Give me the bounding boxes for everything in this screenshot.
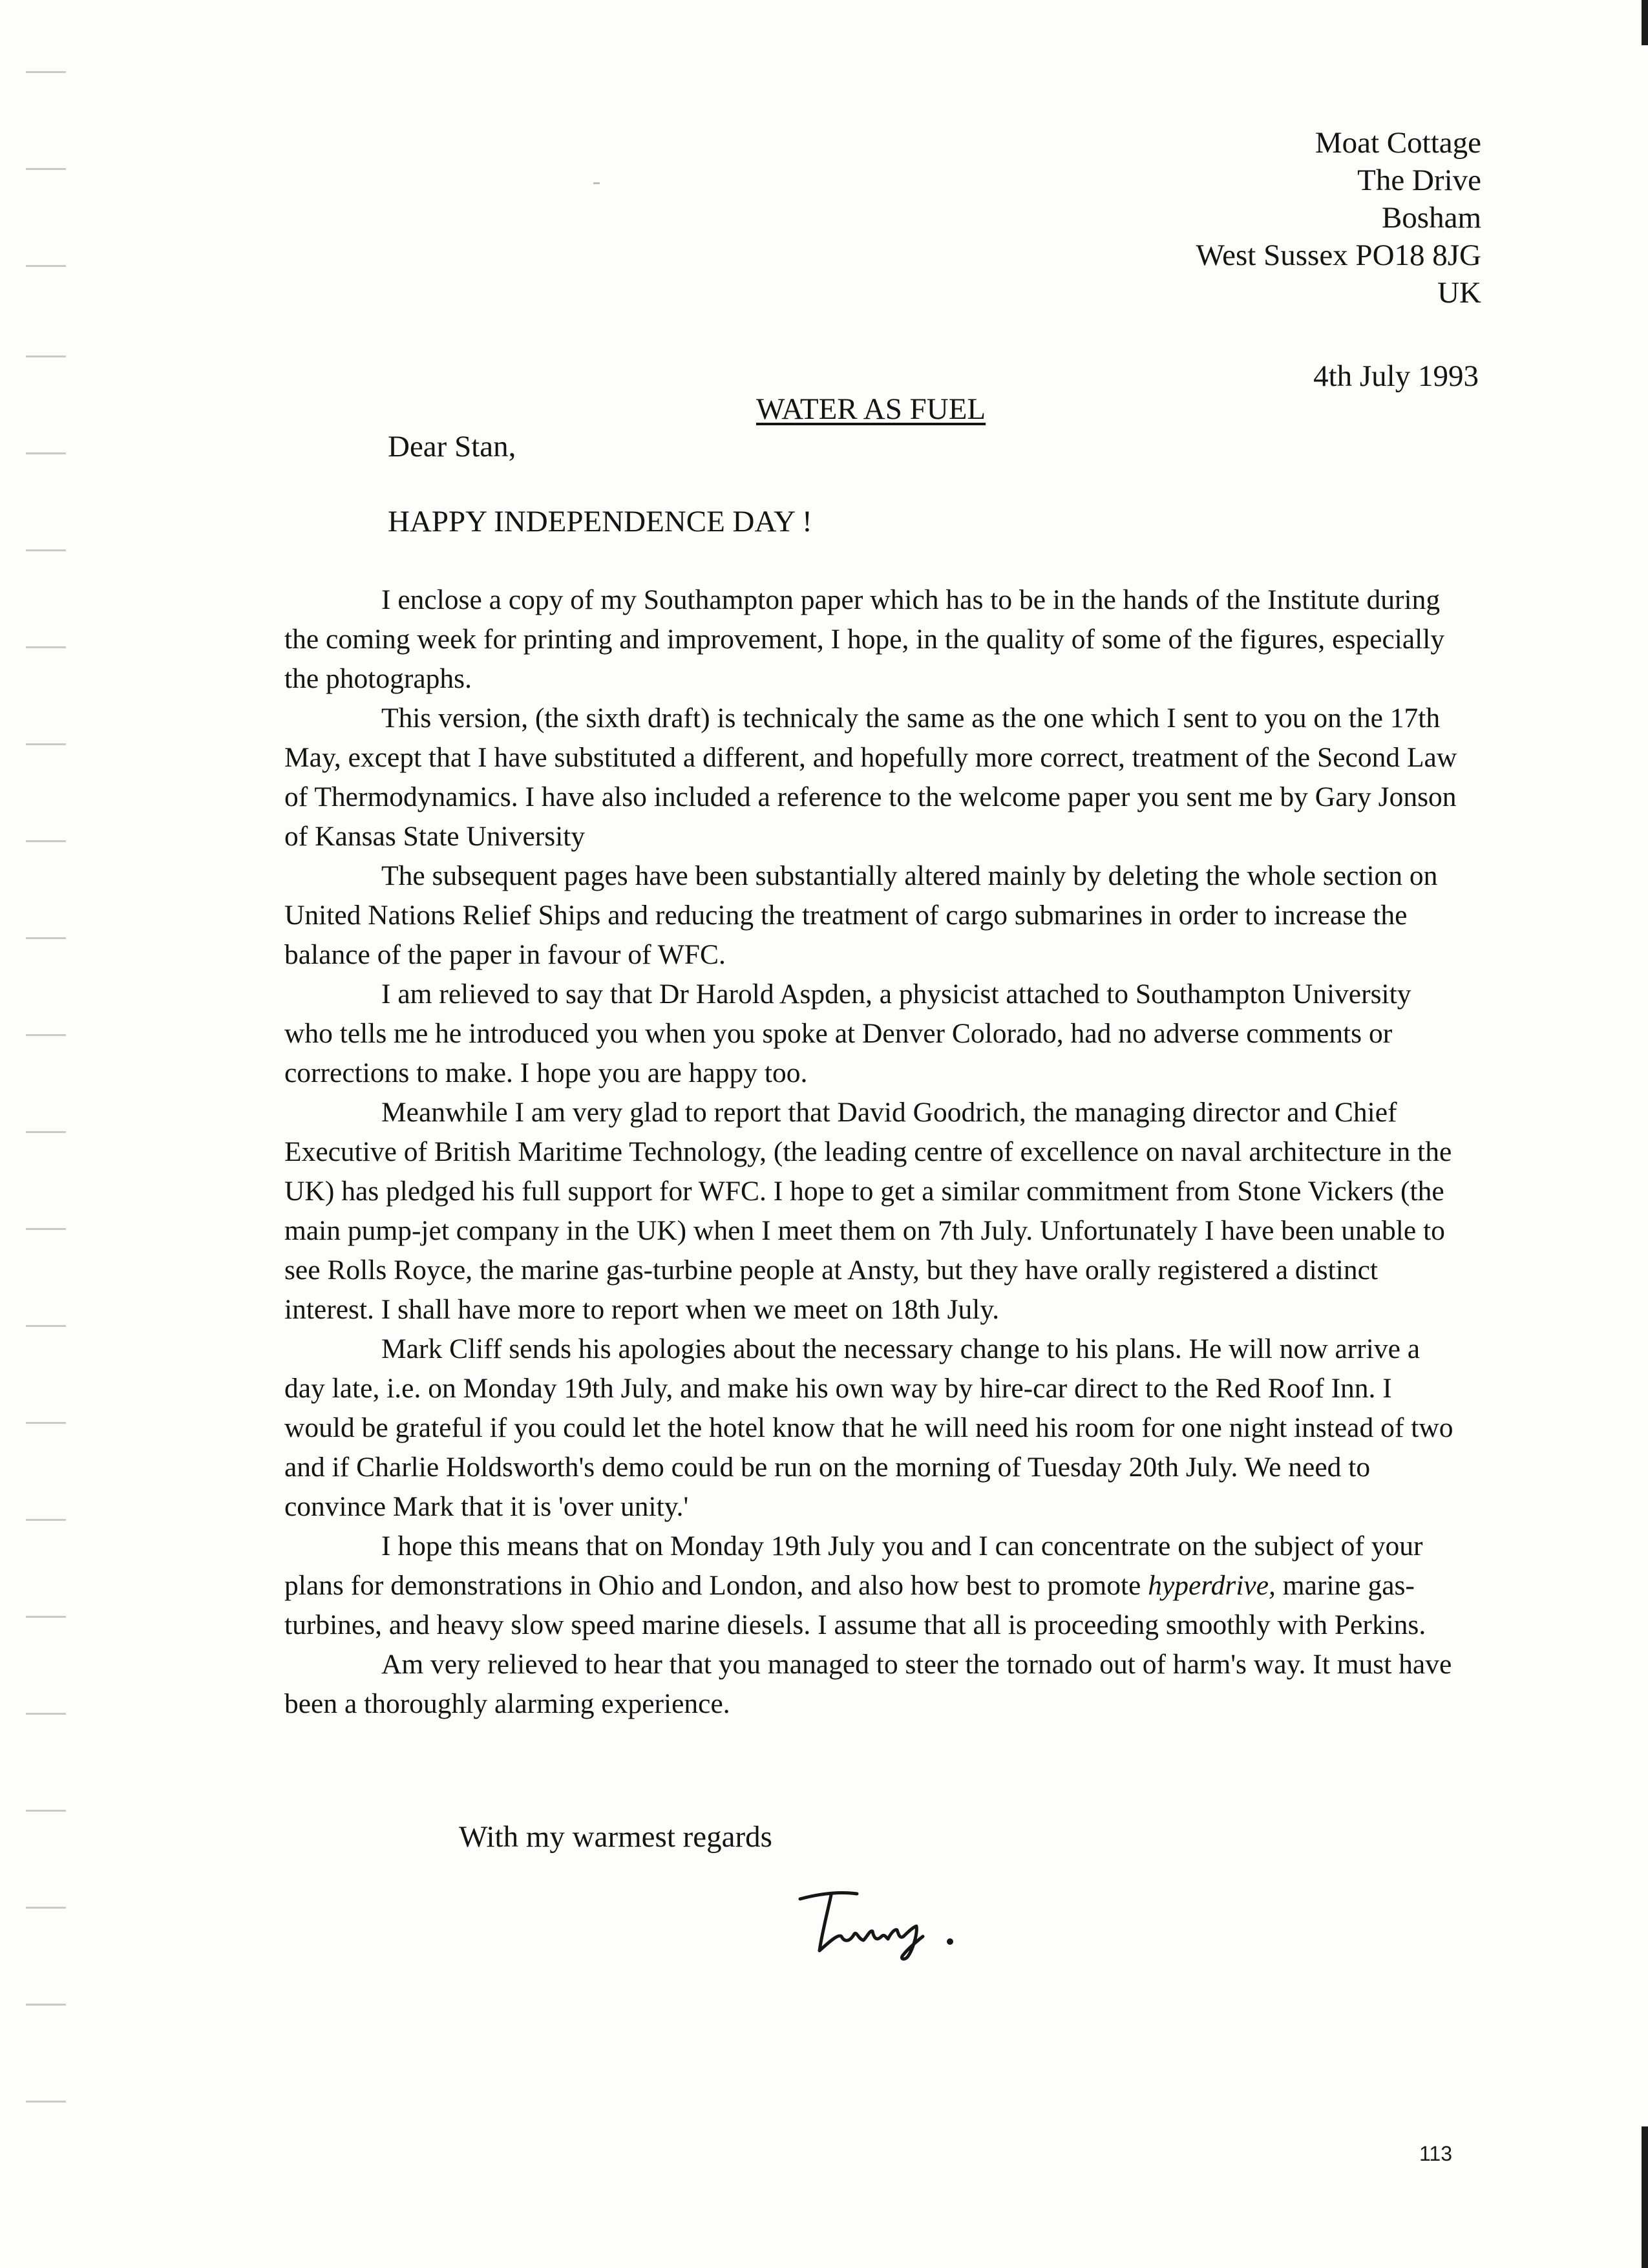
salutation: Dear Stan, (388, 430, 516, 463)
scan-edge-right-top (1642, 0, 1648, 45)
scan-edge-right-bottom (1642, 2126, 1648, 2268)
scan-edge-marks (26, 52, 71, 2185)
address-line: West Sussex PO18 8JG (1196, 238, 1481, 272)
body-paragraph: Mark Cliff sends his apologies about the necessary change to his plans. He will now arrive a day late, i.e. on Monday 19th July, and make his own way by hire-car direct to the Red Roof Inn. I would be grateful if you could let the hotel know that he will need his room for one night instead of two and if Charlie Holdsworth's demo could be run on the morning of Tuesday 20th July. We need to convince Mark that it is 'over unity.' (284, 1333, 1453, 1522)
letter-date: 4th July 1993 (1313, 359, 1479, 393)
address-line: The Drive (1357, 164, 1481, 197)
body-paragraph: This version, (the sixth draft) is technicaly the same as the one which I sent to you on the 17th May, except that I have substituted a different, and hopefully more correct, treatment of the Second Law of Thermodynamics. I have also included a reference to the welcome paper you sent me by Gary Jonson of Kansas State University (284, 703, 1457, 852)
body-paragraph (284, 1527, 1461, 1645)
scan-speck (593, 182, 600, 184)
body-paragraph: The subsequent pages have been substantially altered mainly by deleting the whole section on United Nations Relief Ships and reducing the treatment of cargo submarines in order to increase the balance of the paper in favour of WFC. (284, 860, 1438, 970)
page-number: 113 (1419, 2142, 1453, 2165)
sender-address (1196, 124, 1481, 312)
body-paragraph: I enclose a copy of my Southampton paper which has to be in the hands of the Institute during the coming week for printing and improvement, I hope, in the quality of some of the figures, especially the photographs. (284, 584, 1445, 694)
body-paragraph: I am relieved to say that Dr Harold Aspden, a physicist attached to Southampton University who tells me he introduced you when you spoke at Denver Colorado, had no adverse comments or corrections to make. I hope you are happy too. (284, 979, 1411, 1088)
letter-heading: WATER AS FUEL (756, 392, 986, 426)
handwritten-signature (794, 1874, 962, 1971)
address-line: Moat Cottage (1315, 126, 1481, 160)
body-paragraph: Meanwhile I am very glad to report that David Goodrich, the managing director and Chief Executive of British Maritime Technology, (the leading centre of excellence on naval architecture in the UK) has pledged his full support for WFC. I hope to get a similar commitment from Stone Vickers (the main pump-jet company in the UK) when I meet them on 7th July. Unfortunately I have been unable to see Rolls Royce, the marine gas-turbine people at Ansty, but they have orally registered a distinct interest. I shall have more to report when we meet on 18th July. (284, 1097, 1452, 1325)
closing-line: With my warmest regards (459, 1820, 772, 1854)
address-line: UK (1437, 276, 1481, 310)
paragraph-text: marine gas-turbines, and heavy slow speed marine diesels. I assume that all is proceeding smoothly with Perkins. (284, 1570, 1426, 1640)
greeting-line: HAPPY INDEPENDENCE DAY ! (388, 505, 812, 538)
address-line: Bosham (1381, 201, 1481, 235)
paragraph-text: I hope this means that on Monday 19th July you and I can concentrate on the subject of your plans for demonstrations in Ohio and London, and also how best to promote (284, 1531, 1423, 1601)
emphasized-term: hyperdrive, (1148, 1570, 1276, 1601)
body-paragraph: Am very relieved to hear that you managed to steer the tornado out of harm's way. It must have been a thoroughly alarming experience. (284, 1649, 1452, 1719)
letter-body (284, 580, 1461, 1724)
